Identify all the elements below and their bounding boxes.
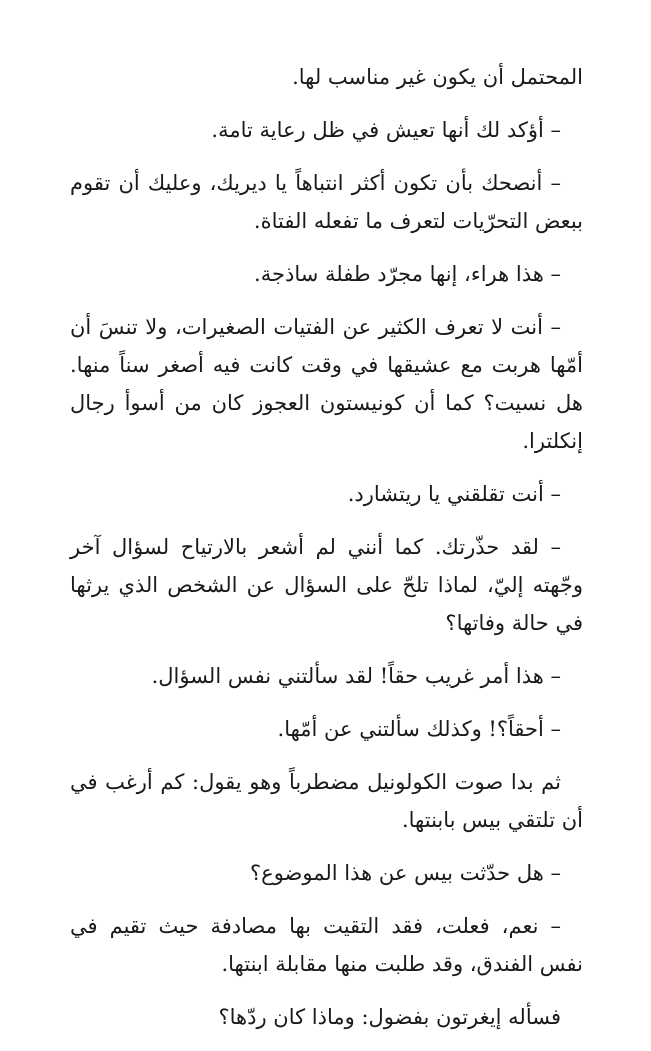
narration-paragraph: ثم بدا صوت الكولونيل مضطرباً وهو يقول: كم أرغب في أن تلتقي بيس بابنتها. <box>70 770 583 832</box>
narration-paragraph: فسأله إيغرتون بفضول: وماذا كان ردّها؟ <box>218 1005 561 1029</box>
dialogue-paragraph: – أؤكد لك أنها تعيش في ظل رعاية تامة. <box>211 118 561 142</box>
book-page <box>70 58 583 1051</box>
dialogue-paragraph: – أنت لا تعرف الكثير عن الفتيات الصغيرات، ولا تنسَ أن أمّها هربت مع عشيقها في وقت كانت فيه أصغر سناً منها. هل نسيت؟ كما أن كونيستون العجوز كان من أسوأ رجال إنكلترا. <box>70 315 583 453</box>
dialogue-paragraph: – أحقاً؟! وكذلك سألتني عن أمّها. <box>277 717 561 741</box>
paragraph-continuation: المحتمل أن يكون غير مناسب لها. <box>292 65 583 89</box>
dialogue-paragraph: – لقد حذّرتك. كما أنني لم أشعر بالارتياح لسؤال آخر وجّهته إليّ، لماذا تلحّ على السؤال عن الشخص الذي يرثها في حالة وفاتها؟ <box>70 535 583 635</box>
dialogue-paragraph: – هل حدّثت بيس عن هذا الموضوع؟ <box>250 861 561 885</box>
dialogue-paragraph: – هذا هراء، إنها مجرّد طفلة ساذجة. <box>254 262 561 286</box>
dialogue-paragraph: – أنت تقلقني يا ريتشارد. <box>347 482 561 506</box>
dialogue-paragraph: – أنصحك بأن تكون أكثر انتباهاً يا ديريك، وعليك أن تقوم ببعض التحرّيات لتعرف ما تفعله الفتاة. <box>70 171 583 233</box>
dialogue-paragraph: – هذا أمر غريب حقاً! لقد سألتني نفس السؤال. <box>151 664 561 688</box>
dialogue-paragraph: – نعم، فعلت، فقد التقيت بها مصادفة حيث تقيم في نفس الفندق، وقد طلبت منها مقابلة ابنتها. <box>70 914 583 976</box>
